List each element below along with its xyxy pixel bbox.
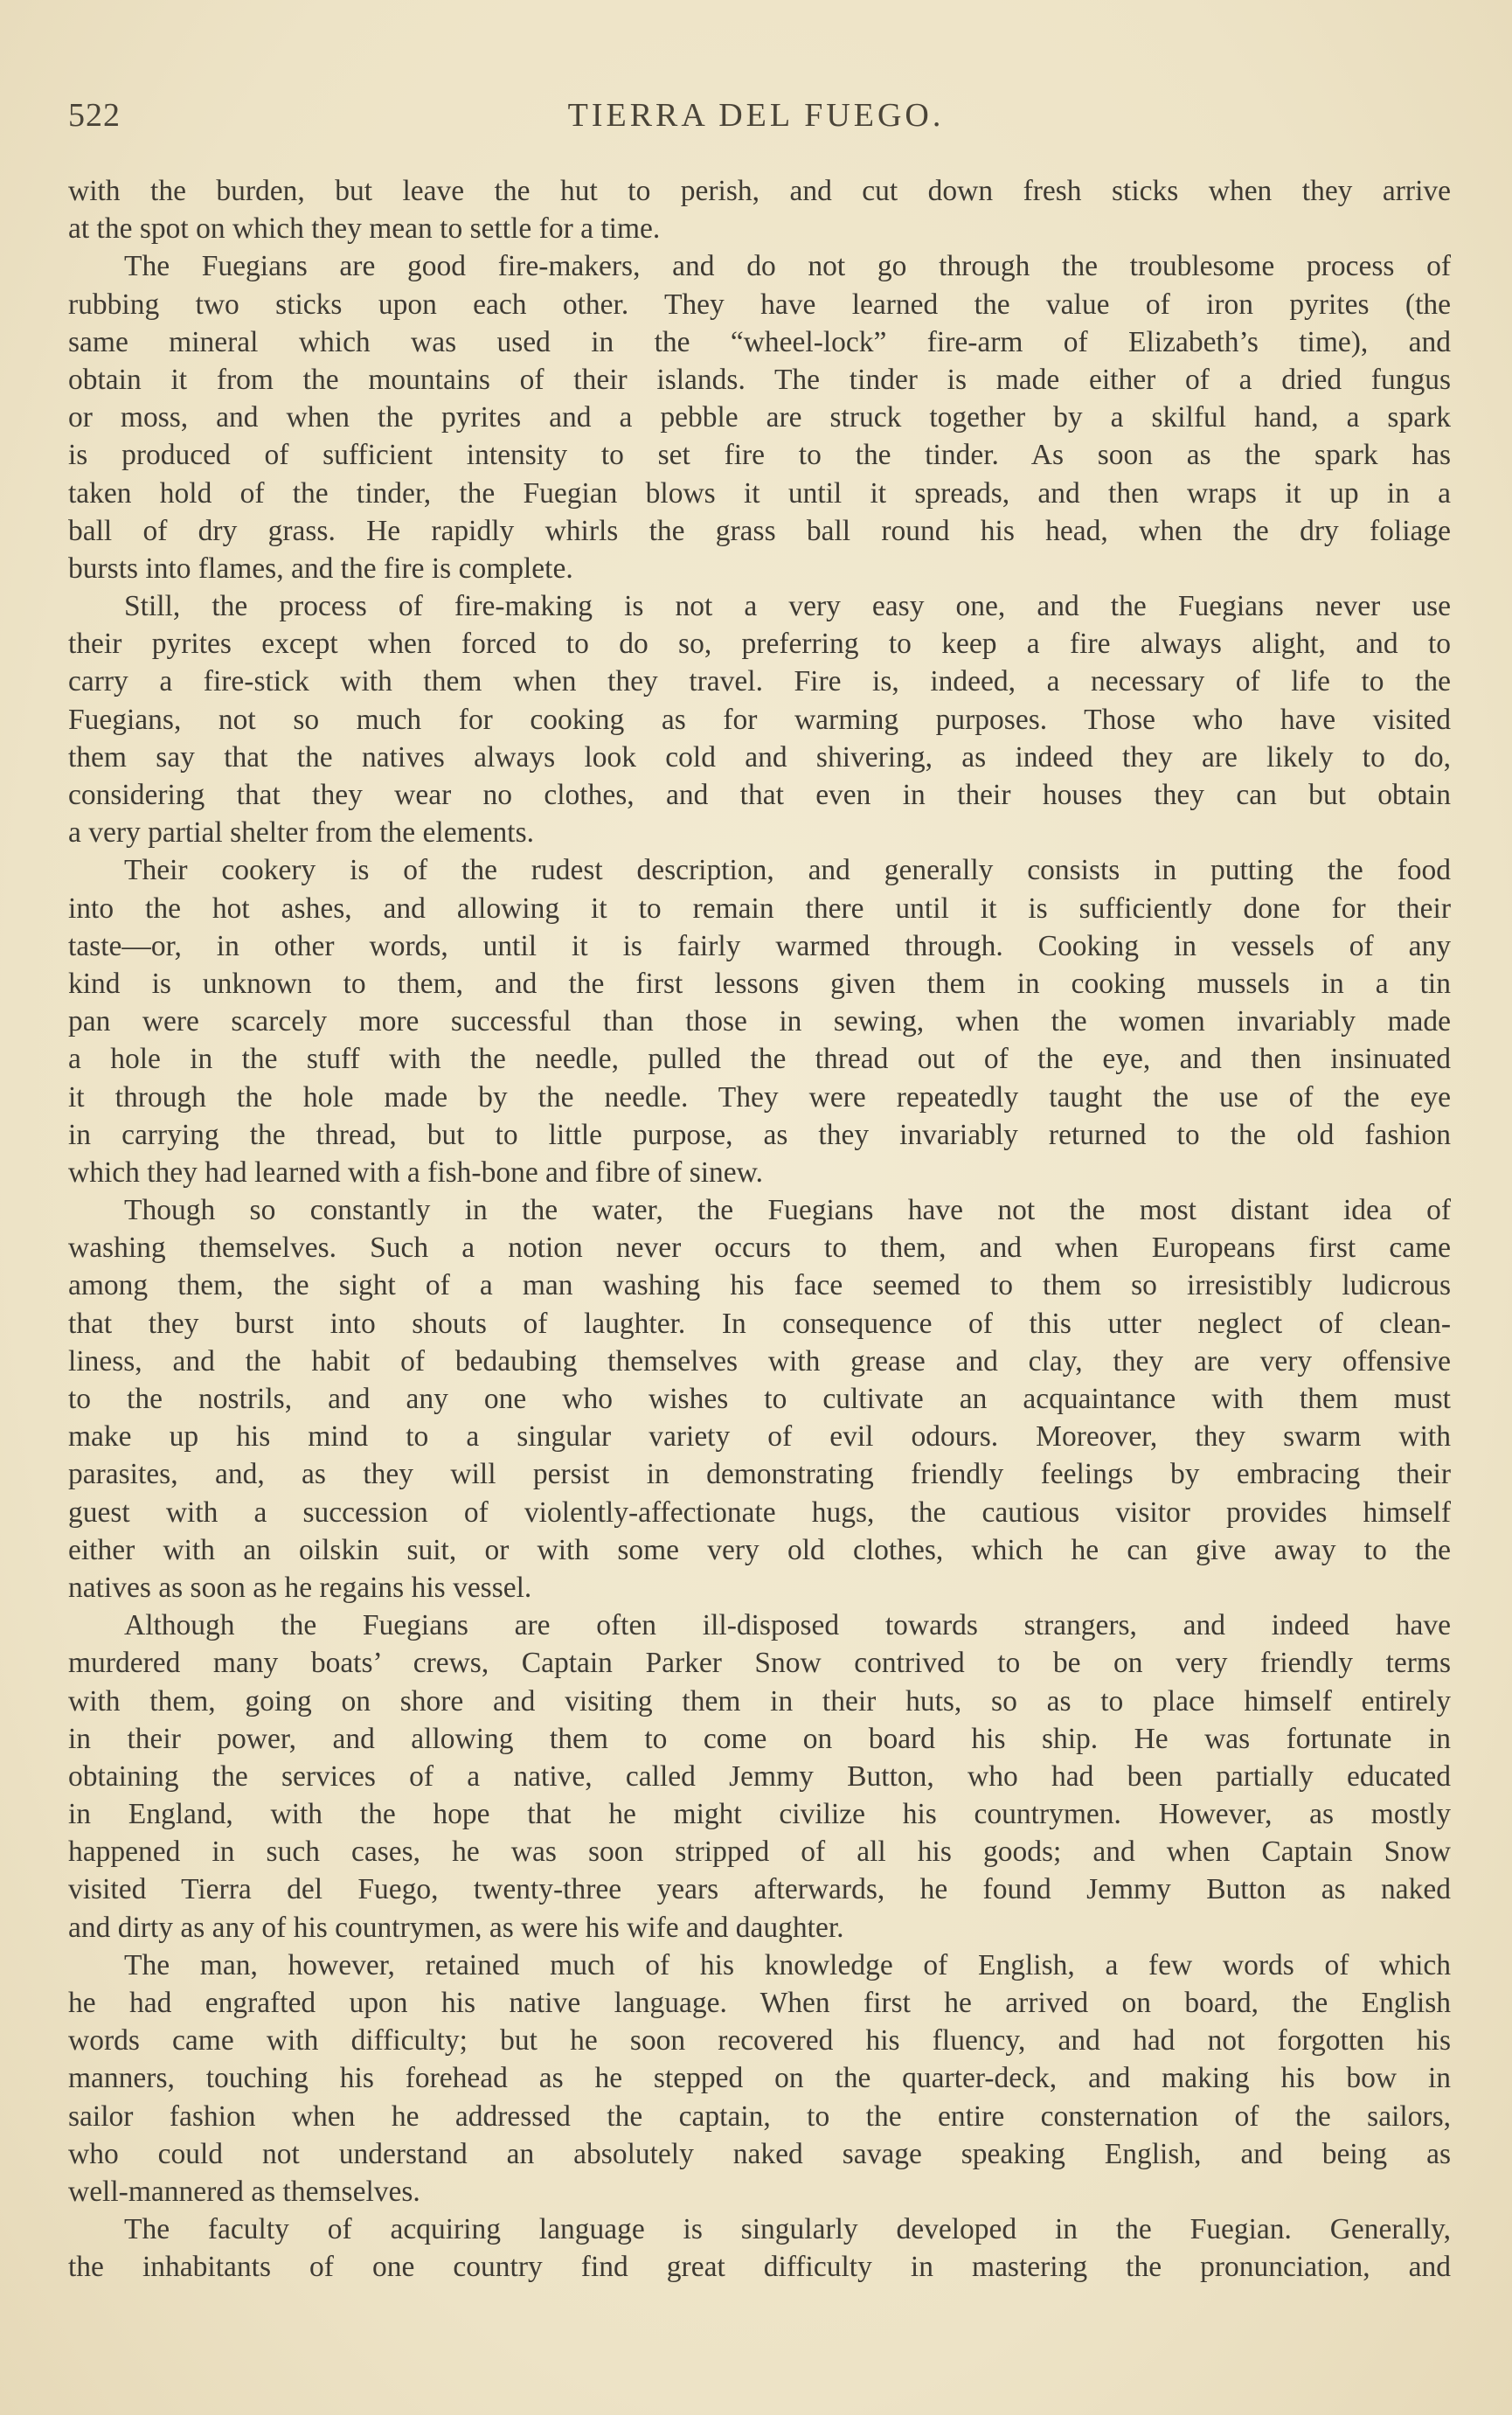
text-line: to the nostrils, and any one who wishes to cultivate an acquaintance with them must	[68, 1383, 1451, 1415]
text-line: visited Tierra del Fuego, twenty-three years afterwards, he found Jemmy Button as naked	[68, 1873, 1451, 1906]
page-number: 522	[68, 97, 121, 134]
text-line: Their cookery is of the rudest description, and generally consists in putting the food	[124, 854, 1451, 887]
text-line: carry a fire-stick with them when they travel. Fire is, indeed, a necessary of life to the	[68, 665, 1451, 698]
text-line: taken hold of the tinder, the Fuegian blows it until it spreads, and then wraps it up in a	[68, 476, 1451, 510]
text-line: them say that the natives always look cold and shivering, as indeed they are likely to do,	[68, 740, 1451, 774]
text-line: The faculty of acquiring language is singularly developed in the Fuegian. Generally,	[124, 2213, 1451, 2246]
text-line: into the hot ashes, and allowing it to remain there until it is sufficiently done for their	[68, 892, 1451, 925]
text-line: taste—or, in other words, until it is fairly warmed through. Cooking in vessels of any	[68, 929, 1451, 962]
text-line: considering that they wear no clothes, and that even in their houses they can but obtain	[68, 779, 1451, 811]
text-line: which they had learned with a fish-bone and fibre of sinew.	[68, 1155, 764, 1189]
text-line: among them, the sight of a man washing his face seemed to them so irresistibly ludicrous	[68, 1269, 1451, 1302]
text-line: pan were scarcely more successful than those in sewing, when the women invariably made	[68, 1005, 1451, 1038]
text-line: kind is unknown to them, and the first lessons given them in cooking mussels in a tin	[68, 967, 1451, 1000]
text-line: a very partial shelter from the elements.	[68, 816, 534, 850]
running-head	[68, 96, 1444, 140]
text-line: bursts into flames, and the fire is complete.	[68, 552, 573, 585]
text-line: parasites, and, as they will persist in demonstrating friendly feelings by embracing their	[68, 1458, 1451, 1491]
body-text	[68, 172, 1451, 2287]
text-line: ball of dry grass. He rapidly whirls the grass ball round his head, when the dry foliage	[68, 514, 1451, 547]
text-line: or moss, and when the pyrites and a pebble are struck together by a skilful hand, a spark	[68, 401, 1451, 434]
text-line: with the burden, but leave the hut to perish, and cut down fresh sticks when they arrive	[68, 175, 1451, 207]
text-line: murdered many boats’ crews, Captain Parker Snow contrived to be on very friendly terms	[68, 1647, 1451, 1680]
text-line: obtaining the services of a native, called Jemmy Button, who had been partially educated	[68, 1759, 1451, 1793]
text-line: with them, going on shore and visiting them in their huts, so as to place himself entirely	[68, 1684, 1451, 1718]
text-line: either with an oilskin suit, or with some very old clothes, which he can give away to the	[68, 1533, 1451, 1566]
text-line: in carrying the thread, but to little purpose, as they invariably returned to the old fashion	[68, 1118, 1451, 1151]
text-line: rubbing two sticks upon each other. They have learned the value of iron pyrites (the	[68, 288, 1451, 321]
running-title: TIERRA DEL FUEGO.	[567, 97, 945, 134]
text-line: The Fuegians are good fire-makers, and do not go through the troublesome process of	[124, 250, 1451, 283]
text-line: sailor fashion when he addressed the captain, to the entire consternation of the sailors,	[68, 2099, 1451, 2133]
text-line: manners, touching his forehead as he stepped on the quarter-deck, and making his bow in	[68, 2062, 1451, 2095]
text-line: their pyrites except when forced to do so, preferring to keep a fire always alight, and to	[68, 628, 1451, 661]
text-line: is produced of sufficient intensity to set fire to the tinder. As soon as the spark has	[68, 439, 1451, 472]
text-line: Fuegians, not so much for cooking as for warming purposes. Those who have visited	[68, 703, 1451, 736]
text-line: words came with difficulty; but he soon recovered his fluency, and had not forgotten his	[68, 2024, 1451, 2058]
text-line: and dirty as any of his countrymen, as were his wife and daughter.	[68, 1911, 844, 1944]
text-line: The man, however, retained much of his knowledge of English, a few words of which	[124, 1948, 1451, 1981]
text-line: same mineral which was used in the “wheel-lock” fire-arm of Elizabeth’s time), and	[68, 325, 1451, 358]
text-line: that they burst into shouts of laughter. In consequence of this utter neglect of clean-	[68, 1307, 1451, 1340]
text-line: it through the hole made by the needle. They were repeatedly taught the use of the eye	[68, 1080, 1451, 1114]
text-line: well-mannered as themselves.	[68, 2175, 420, 2208]
text-line: in their power, and allowing them to come on board his ship. He was fortunate in	[68, 1722, 1451, 1755]
text-line: guest with a succession of violently-affectionate hugs, the cautious visitor provides himself	[68, 1495, 1451, 1529]
text-line: Still, the process of fire-making is not a very easy one, and the Fuegians never use	[124, 590, 1451, 623]
text-line: liness, and the habit of bedaubing themselves with grease and clay, they are very offensive	[68, 1344, 1451, 1378]
text-line: the inhabitants of one country find great difficulty in mastering the pronunciation, and	[68, 2251, 1451, 2284]
text-line: happened in such cases, he was soon stripped of all his goods; and when Captain Snow	[68, 1836, 1451, 1869]
text-line: at the spot on which they mean to settle for a time.	[68, 212, 661, 246]
text-line: natives as soon as he regains his vessel.	[68, 1571, 532, 1604]
text-line: who could not understand an absolutely naked savage speaking English, and being as	[68, 2137, 1451, 2170]
text-line: he had engrafted upon his native language. When first he arrived on board, the English	[68, 1987, 1451, 2019]
text-line: in England, with the hope that he might civilize his countrymen. However, as mostly	[68, 1798, 1451, 1831]
text-line: a hole in the stuff with the needle, pulled the thread out of the eye, and then insinuated	[68, 1043, 1451, 1076]
text-line: make up his mind to a singular variety of evil odours. Moreover, they swarm with	[68, 1420, 1451, 1454]
text-line: washing themselves. Such a notion never occurs to them, and when Europeans first came	[68, 1232, 1451, 1265]
text-line: Although the Fuegians are often ill-disposed towards strangers, and indeed have	[124, 1609, 1451, 1642]
text-line: Though so constantly in the water, the Fuegians have not the most distant idea of	[124, 1194, 1451, 1227]
text-line: obtain it from the mountains of their islands. The tinder is made either of a dried fungus	[68, 363, 1451, 396]
